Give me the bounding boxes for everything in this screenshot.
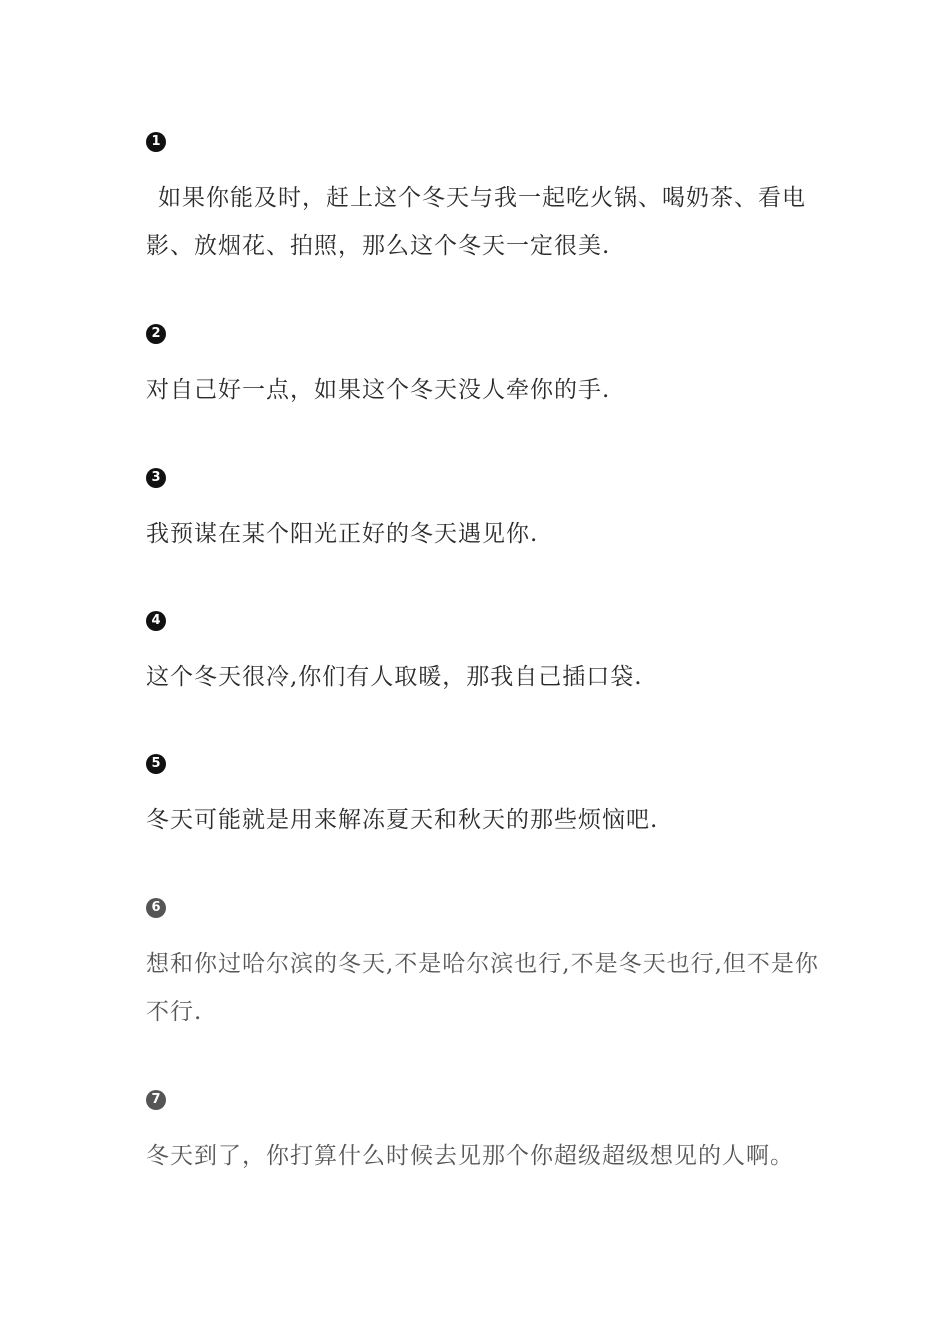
number-badge-5: 5 [146, 754, 166, 774]
quote-text-5: 冬天可能就是用来解冻夏天和秋天的那些烦恼吧. [146, 807, 659, 833]
quote-text-7: 冬天到了，你打算什么时候去见那个你超级超级想见的人啊。 [146, 1143, 794, 1169]
quote-text-2: 对自己好一点，如果这个冬天没人牵你的手. [146, 377, 611, 403]
quote-entry-4 [146, 609, 836, 701]
quote-text-4: 这个冬天很冷,你们有人取暖，那我自己插口袋. [146, 664, 643, 690]
quote-text-6: 想和你过哈尔滨的冬天,不是哈尔滨也行,不是冬天也行,但不是你不行. [146, 951, 819, 1025]
number-badge-3: 3 [146, 468, 166, 488]
quote-entry-5 [146, 752, 836, 844]
quote-text-3: 我预谋在某个阳光正好的冬天遇见你. [146, 521, 539, 547]
quote-entry-7 [146, 1088, 836, 1180]
quote-entry-2 [146, 322, 836, 414]
number-badge-2: 2 [146, 324, 166, 344]
quote-entry-1 [146, 130, 836, 270]
number-badge-6: 6 [146, 898, 166, 918]
number-badge-1: 1 [146, 132, 166, 152]
quote-entry-6 [146, 896, 836, 1036]
quote-entry-3 [146, 466, 836, 558]
number-badge-7: 7 [146, 1090, 166, 1110]
quote-text-1: 如果你能及时，赶上这个冬天与我一起吃火锅、喝奶茶、看电影、放烟花、拍照，那么这个冬天一定很美. [146, 185, 806, 259]
number-badge-4: 4 [146, 611, 166, 631]
